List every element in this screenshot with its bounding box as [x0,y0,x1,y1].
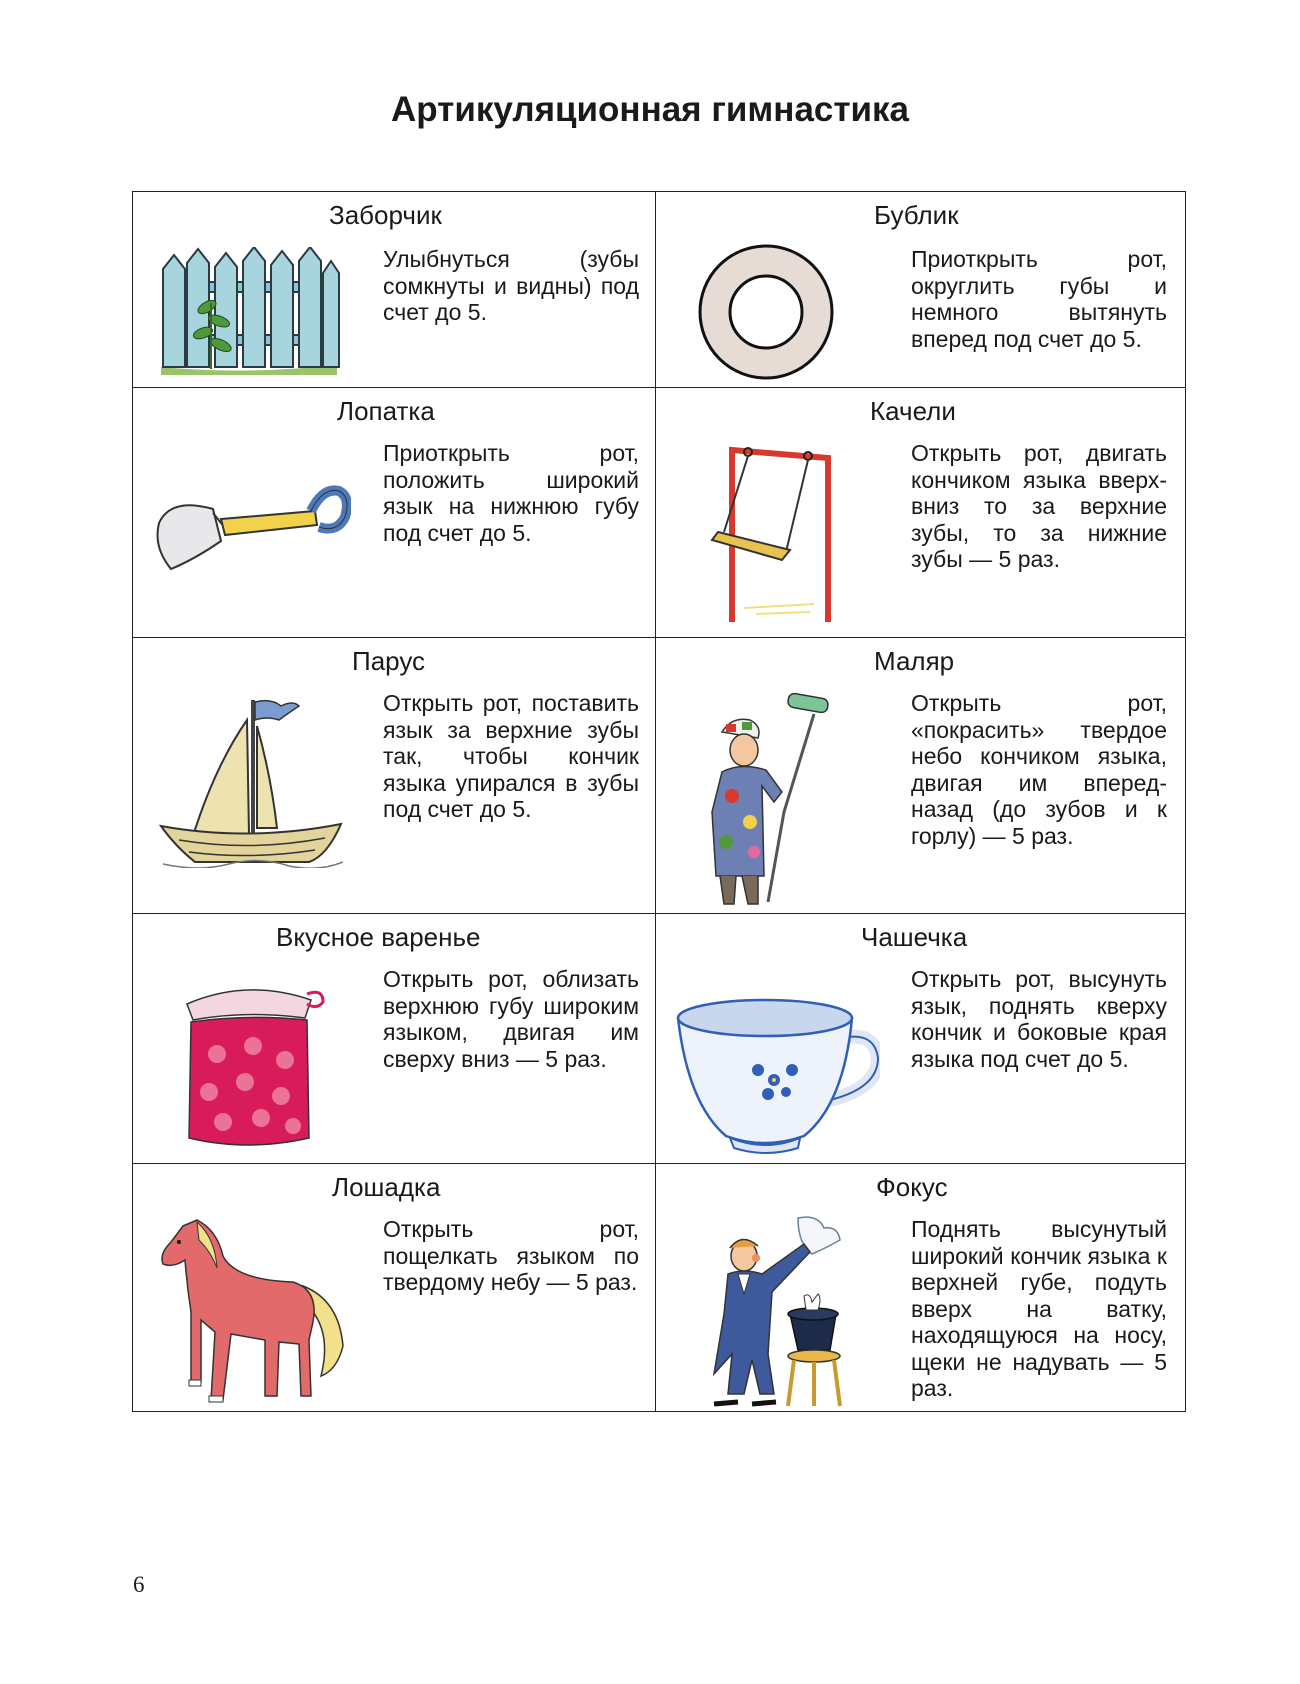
exercise-title: Вкусное варенье [276,922,481,952]
exercise-title: Бублик [874,200,959,230]
exercise-cell-parus [133,638,655,913]
exercise-text: Открыть рот, поставить язык за верхние зубы так, чтобы кончик языка упирался в зубы под счет до 5. [383,690,639,822]
exercise-title: Качели [870,396,956,426]
exercise-cell-zaborchik [133,192,655,387]
fence-icon [155,247,341,379]
exercise-title: Парус [352,646,426,676]
exercise-cell-bublik [656,192,1187,387]
cup-icon [674,984,880,1154]
exercise-cell-fokus [656,1164,1187,1413]
page-title: Артикуляционная гимнастика [390,90,910,129]
sailboat-icon [159,696,343,868]
exercise-cell-loshadka [133,1164,655,1413]
exercise-text: Открыть рот, облизать верхнюю губу широким языком, двигая им сверху вниз — 5 раз. [383,966,639,1072]
page-number: 6 [133,1572,145,1597]
exercise-text: Улыбнуться (зубы сомкнуты и видны) под счет до 5. [383,246,639,325]
exercise-table [132,191,1186,1412]
jam-jar-icon [177,974,327,1154]
swing-icon [704,436,834,628]
exercise-cell-malyar [656,638,1187,913]
exercise-title: Фокус [876,1172,948,1202]
exercise-text: Приоткрыть рот, округлить губы и немного вытянуть вперед под счет до 5. [911,246,1167,352]
exercise-title: Маляр [874,646,955,676]
exercise-text: Открыть рот, двигать кончиком языка вверх-вниз то за верхние зубы, то за нижние зубы — 5 раз. [911,440,1167,572]
exercise-text: Поднять высунутый широкий кончик языка к верхней губе, подуть вверх на ватку, находящуюся на носу, щеки не надувать — 5 раз. [911,1216,1167,1401]
magician-icon [708,1214,858,1410]
exercise-cell-kacheli [656,388,1187,637]
exercise-title: Заборчик [329,200,442,230]
bagel-icon [698,244,834,380]
exercise-title: Чашечка [861,922,968,952]
exercise-text: Открыть рот, высунуть язык, поднять кверху кончик и боковые края языка под счет до 5. [911,966,1167,1072]
exercise-title: Лошадка [332,1172,441,1202]
exercise-text: Открыть рот, пощелкать языком по твердому небу — 5 раз. [383,1216,639,1295]
painter-icon [704,692,836,906]
exercise-cell-lopatka [133,388,655,637]
exercise-cell-chashechka [656,914,1187,1163]
shovel-icon [151,483,351,573]
exercise-cell-varenye [133,914,655,1163]
horse-icon [153,1216,349,1408]
exercise-title: Лопатка [337,396,435,426]
exercise-text: Открыть рот, «покрасить» твердое небо кончиком языка, двигая им вперед-назад (до зубов и к горлу) — 5 раз. [911,690,1167,849]
exercise-text: Приоткрыть рот, положить широкий язык на нижнюю губу под счет до 5. [383,440,639,546]
